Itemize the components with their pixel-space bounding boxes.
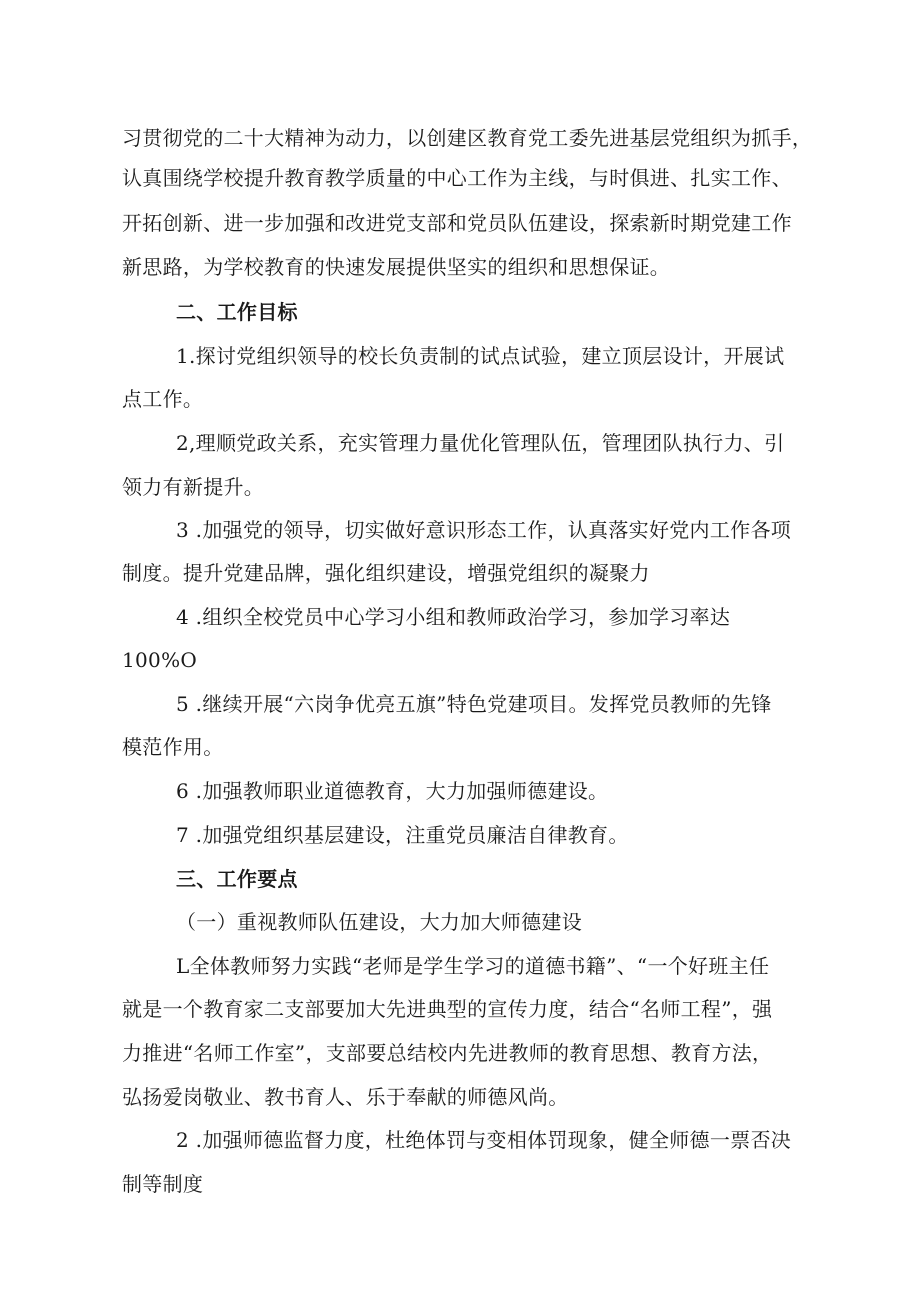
body-text-line: 领力有新提升。 (122, 475, 265, 499)
body-text-line: 6 .加强教师职业道德教育，大力加强师德建设。 (176, 779, 609, 803)
body-text-line: 2,理顺党政关系，充实管理力量优化管理队伍，管理团队执行力、引 (176, 431, 785, 455)
body-text-line: 新思路，为学校教育的快速发展提供坚实的组织和思想保证。 (122, 255, 671, 279)
body-text-line: L全体教师努力实践“老师是学生学习的道德书籍”、“一个好班主任 (176, 954, 770, 978)
body-text-line: 100%O (122, 648, 198, 672)
body-text-line: 就是一个教育家二支部要加大先进典型的宣传力度，结合“名师工程”，强 (122, 997, 773, 1021)
body-text-line: 4 .组织全校党员中心学习小组和教师政治学习，参加学习率达 (176, 605, 731, 629)
body-text-line: 制度。提升党建品牌，强化组织建设，增强党组织的凝聚力 (122, 561, 650, 585)
body-text-line: 1.探讨党组织领导的校长负责制的试点试验，建立顶层设计，开展试 (176, 344, 785, 368)
body-text-line: 点工作。 (122, 387, 204, 411)
body-text-line: 2 .加强师德监督力度，杜绝体罚与变相体罚现象，健全师德一票否决 (176, 1128, 792, 1152)
body-text-line: 力推进“名师工作室”，支部要总结校内先进教师的教育思想、教育方法， (122, 1041, 773, 1065)
body-text-line: 认真围绕学校提升教育教学质量的中心工作为主线，与时俱进、扎实工作、 (122, 166, 792, 190)
section-heading: 三、工作要点 (176, 867, 298, 891)
body-text-line: 习贯彻党的二十大精神为动力，以创建区教育党工委先进基层党组织为抓手， (122, 126, 813, 150)
body-text-line: 开拓创新、进一步加强和改进党支部和党员队伍建设，探索新时期党建工作 (122, 211, 792, 235)
body-text-line: 弘扬爱岗敬业、教书育人、乐于奉献的师德风尚。 (122, 1085, 569, 1109)
subsection-heading: （一）重视教师队伍建设，大力加大师德建设 (176, 910, 582, 934)
section-heading: 二、工作目标 (176, 300, 298, 324)
body-text-line: 3 .加强党的领导，切实做好意识形态工作，认真落实好党内工作各项 (176, 518, 792, 542)
body-text-line: 制等制度 (122, 1172, 204, 1196)
body-text-line: 7 .加强党组织基层建设，注重党员廉洁自律教育。 (176, 823, 629, 847)
body-text-line: 5 .继续开展“六岗争优亮五旗”特色党建项目。发挥党员教师的先锋 (176, 692, 772, 716)
body-text-line: 模范作用。 (122, 735, 224, 759)
